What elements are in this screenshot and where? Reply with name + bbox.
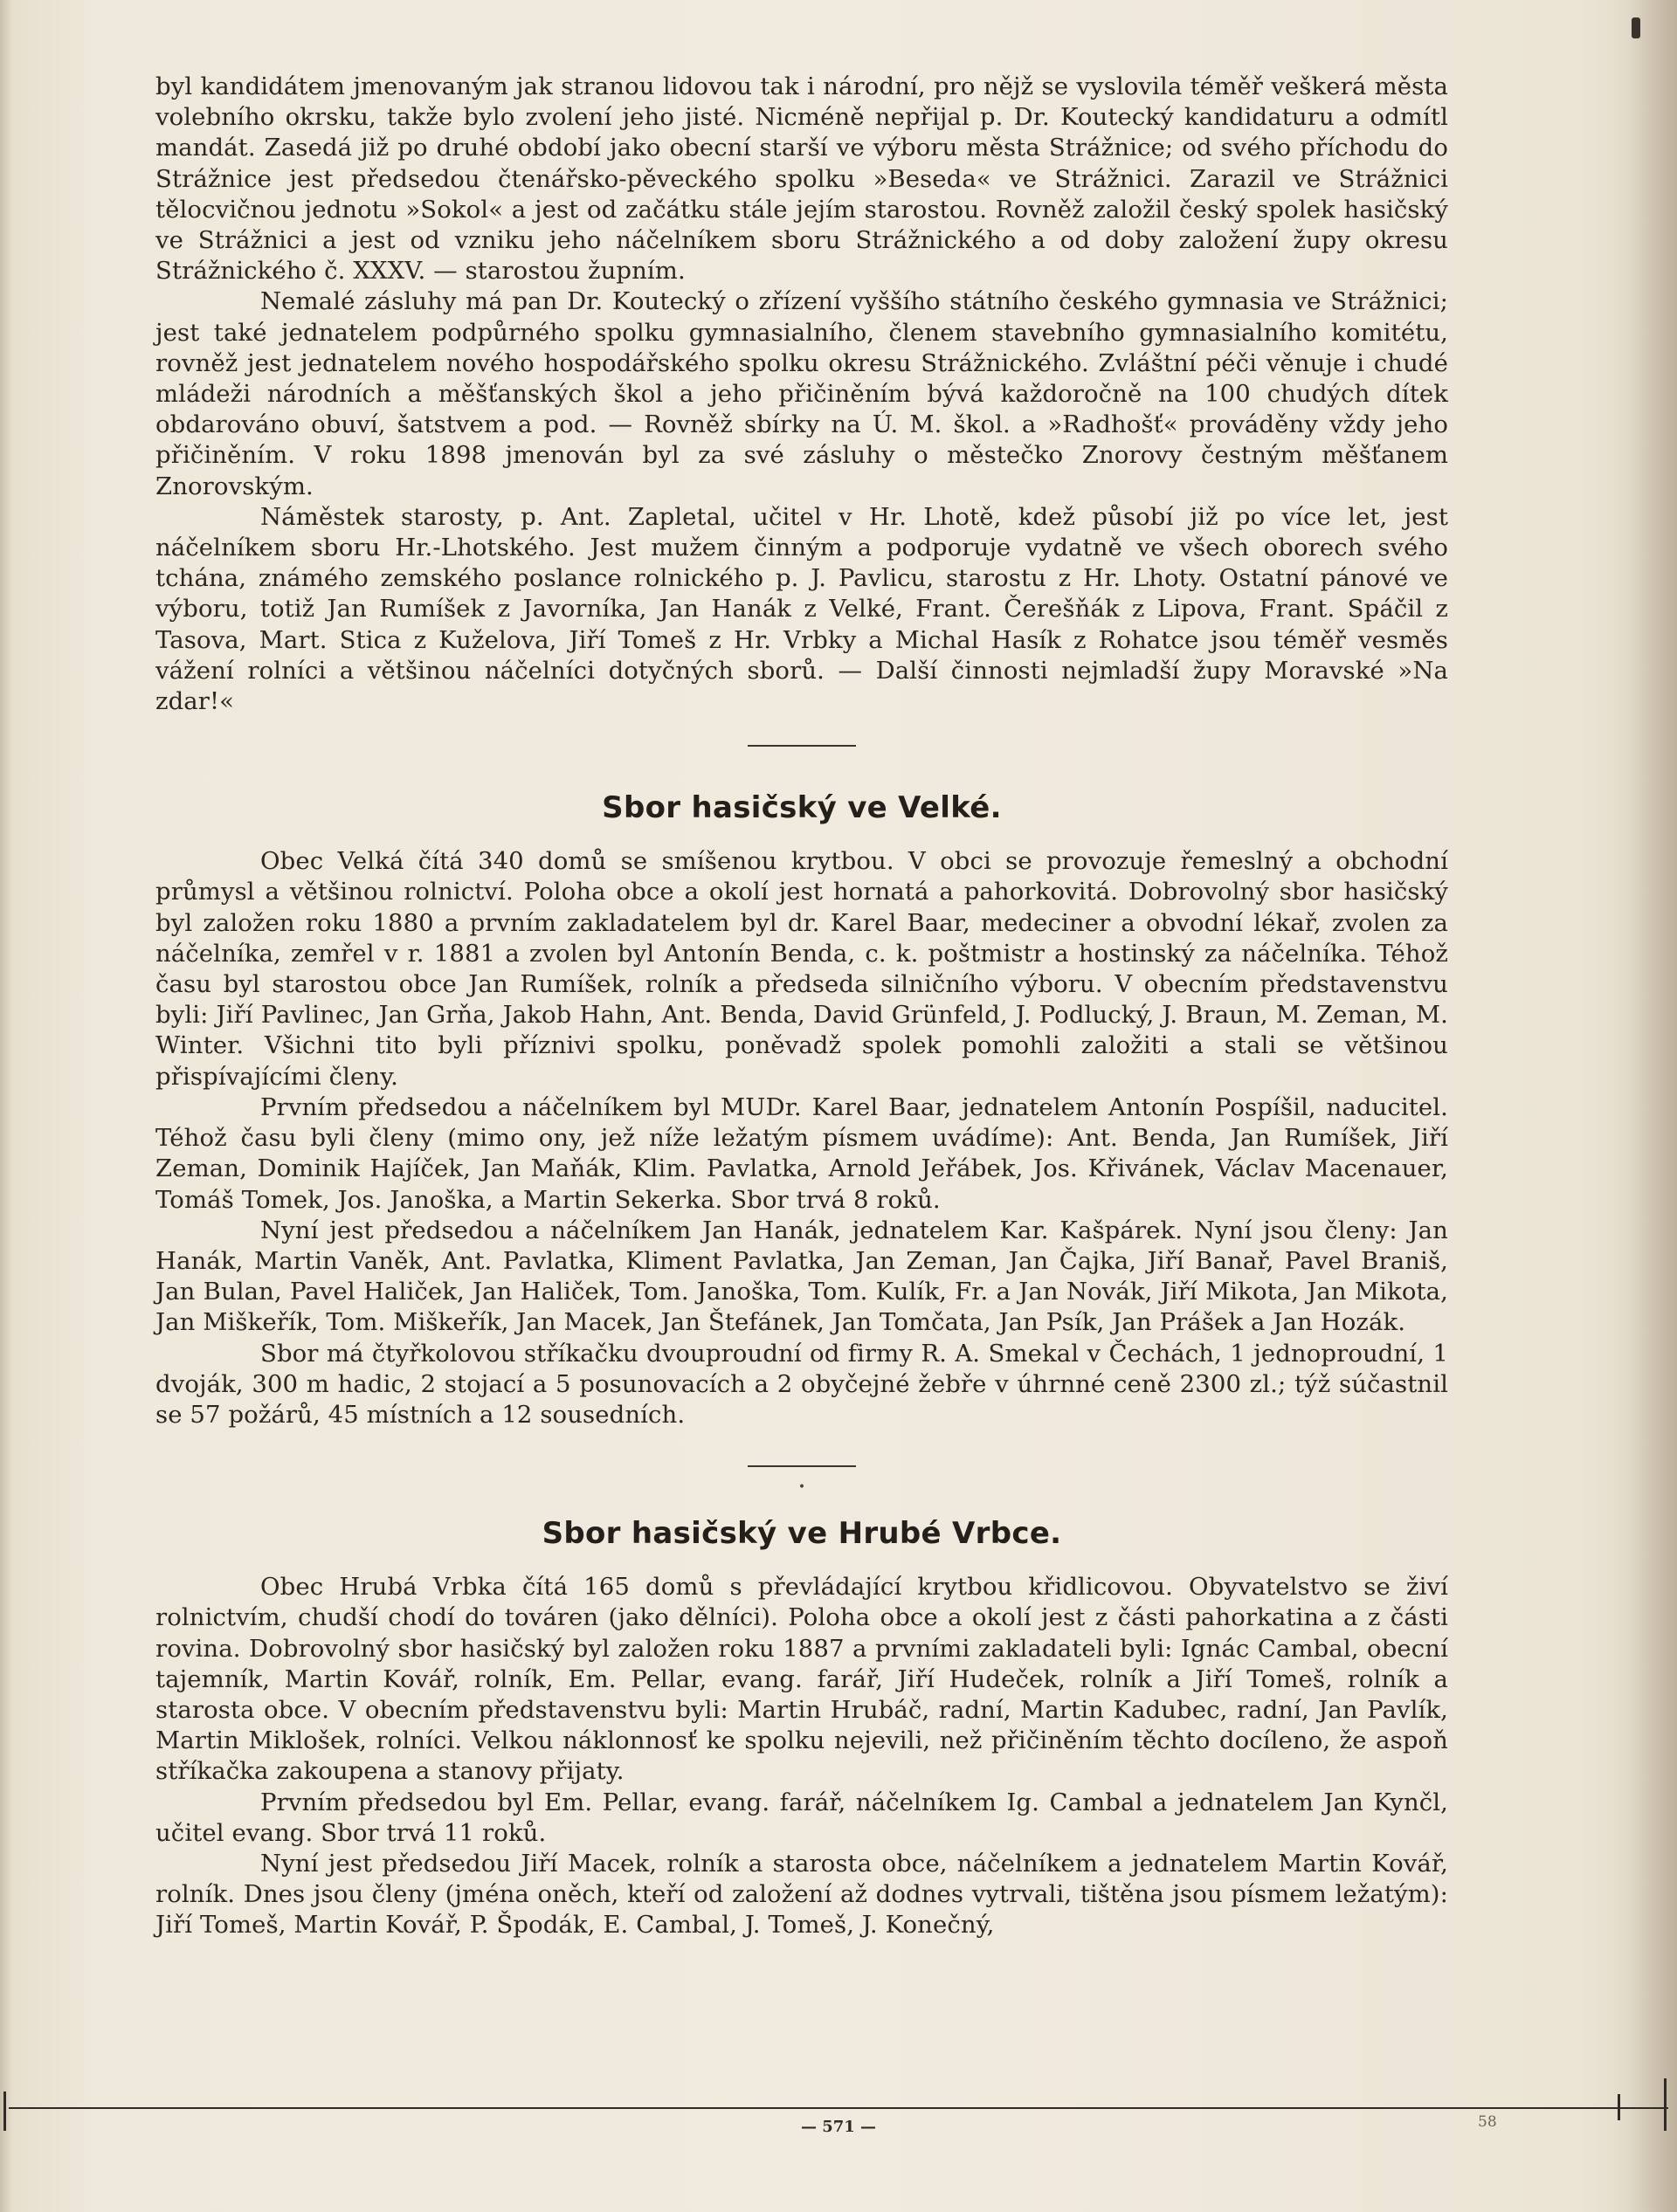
page-edge-shadow-right xyxy=(1625,0,1677,2212)
page-number: — 571 — xyxy=(800,2118,877,2136)
velka-paragraph-1: Obec Velká čítá 340 domů se smíšenou krytbou. V obci se provozuje řemeslný a obchodní průmysl a většinou rolnictví. Poloha obce a okolí jest hornatá a pahorkovitá. Dobrovolný sbor hasičský byl založen roku 1880 a prvním zakladatelem byl dr. Karel Baar, medeciner a obvodní lékař, zvolen za náčelníka, zemřel v r. 1881 a zvolen byl Antonín Benda, c. k. poštmistr a hostinský za náčelníka. Téhož času byl starostou obce Jan Rumíšek, rolník a předseda silničního výboru. V obecním představenstvu byli: Jiří Pavlinec, Jan Grňa, Jakob Hahn, Ant. Benda, David Grünfeld, J. Podlucký, J. Braun, M. Zeman, M. Winter. Všichni tito byli příznivi spolku, poněvadž spolek pomohli založiti a stali se většinou přispívajícími členy. xyxy=(155,847,1448,1091)
velka-paragraph-2: Prvním předsedou a náčelníkem byl MUDr. Karel Baar, jednatelem Antonín Pospíšil, naducitel. Téhož času byli členy (mimo ony, jež níže ležatým písmem uvádíme): Ant. Benda, Jan Rumíšek, Jiří Zeman, Dominik Hajíček, Jan Maňák, Klim. Pavlatka, Arnold Jeřábek, Jos. Křivánek, Václav Macenauer, Tomáš Tomek, Jos. Janoška, a Martin Sekerka. Sbor trvá 8 roků. xyxy=(155,1092,1448,1214)
hruba-vrbka-paragraph-3: Nyní jest předsedou Jiří Macek, rolník a starosta obce, náčelníkem a jednatelem Martin Kovář, rolník. Dnes jsou členy (jména oněch, kteří od založení až dodnes vytrvali, tištěna jsou písmem ležatým): Jiří Tomeš, Martin Kovář, P. Špodák, E. Cambal, J. Tomeš, J. Konečný, xyxy=(155,1849,1448,1940)
page-edge-shadow-left xyxy=(0,0,12,2212)
intro-paragraph-1: byl kandidátem jmenovaným jak stranou lidovou tak i národní, pro nějž se vyslovila téměř veškerá města volebního okrsku, takže bylo zvolení jeho jisté. Nicméně nepřijal p. Dr. Koutecký kandidaturu a odmítl mandát. Zasedá již po druhé období jako obecní starší ve výboru města Strážnice; od svého příchodu do Strážnice jest předsedou čtenářsko-pěveckého spolku »Beseda« ve Strážnici. Zarazil ve Strážnici tělocvičnou jednotu »Sokol« a jest od začátku stále jejím starostou. Rovněž založil český spolek hasičský ve Strážnici a jest od vzniku jeho náčelníkem sboru Strážnického a od doby založení župy okresu Strážnického č. XXXV. — starostou župním. xyxy=(155,72,1448,286)
intro-paragraph-3: Náměstek starosty, p. Ant. Zapletal, učitel v Hr. Lhotě, kdež působí již po více let, jest náčelníkem sboru Hr.-Lhotského. Jest mužem činným a podporuje vydatně ve všech oborech svého tchána, známého zemského poslance rolnického p. J. Pavlicu, starostu z Hr. Lhoty. Ostatní pánové ve výboru, totiž Jan Rumíšek z Javorníka, Jan Hanák z Velké, Frant. Čerešňák z Lipova, Frant. Spáčil z Tasova, Mart. Stica z Kuželova, Jiří Tomeš z Hr. Vrbky a Michal Hasík z Rohatce jsou téměř vesměs vážení rolníci a většinou náčelníci dotyčných sborů. — Další činnosti nejmladší župy Moravské »Na zdar!« xyxy=(155,502,1448,716)
binding-mark xyxy=(1632,17,1640,38)
hruba-vrbka-paragraph-1: Obec Hrubá Vrbka čítá 165 domů s převládající krytbou křidlicovou. Obyvatelstvo se živí rolnictvím, chudší chodí do továren (jako dělníci). Poloha obce a okolí jest z části pahorkatina a z části rovina. Dobrovolný sbor hasičský byl založen roku 1887 a prvními zakladateli byli: Ignác Cambal, obecní tajemník, Martin Kovář, rolník, Em. Pellar, evang. farář, Jiří Hudeček, rolník a Jiří Tomeš, rolník a starosta obce. V obecním představenstvu byli: Martin Hrubáč, radní, Martin Kadubec, radní, Jan Pavlík, Martin Miklošek, rolníci. Velkou náklonnosť ke spolku nejevili, než přičiněním těchto docíleno, že aspoň stříkačka zakoupena a stanovy přijaty. xyxy=(155,1573,1448,1786)
velka-paragraph-3: Nyní jest předsedou a náčelníkem Jan Hanák, jednatelem Kar. Kašpárek. Nyní jsou členy: Jan Hanák, Martin Vaněk, Ant. Pavlatka, Kliment Pavlatka, Jan Zeman, Jan Čajka, Jiří Banař, Pavel Braniš, Jan Bulan, Pavel Haliček, Jan Haliček, Tom. Janoška, Tom. Kulík, Fr. a Jan Novák, Jiří Mikota, Jan Mikota, Jan Miškeřík, Tom. Miškeřík, Jan Macek, Jan Štefánek, Jan Tomčata, Jan Psík, Jan Prášek a Jan Hozák. xyxy=(155,1216,1448,1337)
section-heading-velka: Sbor hasičský ve Velké. xyxy=(602,790,1002,826)
velka-paragraph-4: Sbor má čtyřkolovou stříkačku dvouproudní od firmy R. A. Smekal v Čechách, 1 jednoproudní, 1 dvoják, 300 m hadic, 2 stojací a 5 posunovacích a 2 obyčejné žebře v úhrnné ceně 2300 zl.; týž súčastnil se 57 požárů, 45 místních a 12 sousedních. xyxy=(155,1339,1448,1429)
section-heading-hruba-vrbka: Sbor hasičský ve Hrubé Vrbce. xyxy=(542,1516,1062,1552)
separator-dot: • xyxy=(797,1480,806,1495)
section-separator xyxy=(748,1465,856,1467)
hruba-vrbka-paragraph-2: Prvním předsedou byl Em. Pellar, evang. farář, náčelníkem Ig. Cambal a jednatelem Jan Kynčl, učitel evang. Sbor trvá 11 roků. xyxy=(155,1788,1448,1847)
intro-paragraph-2: Nemalé zásluhy má pan Dr. Koutecký o zřízení vyššího státního českého gymnasia ve Strážnici; jest také jednatelem podpůrného spolku gymnasialního, členem stavebního gymnasialního komitétu, rovněž jest jednatelem nového hospodářského spolku okresu Strážnického. Zvláštní péči věnuje i chudé mládeži národních a měšťanských škol a jeho přičiněním bývá každoročně na 100 chudých dítek obdarováno obuví, šatstvem a pod. — Rovněž sbírky na Ú. M. škol. a »Radhošť« prováděny vždy jeho přičiněním. V roku 1898 jmenován byl za své zásluhy o městečko Znorovy čestným měšťanem Znorovským. xyxy=(155,287,1448,500)
sheet-number: 58 xyxy=(1478,2113,1497,2131)
footer-rule-tick-right xyxy=(1618,2094,1620,2120)
section-separator xyxy=(748,745,856,747)
footer-rule xyxy=(9,2107,1668,2109)
page-text-column xyxy=(155,72,1448,1941)
